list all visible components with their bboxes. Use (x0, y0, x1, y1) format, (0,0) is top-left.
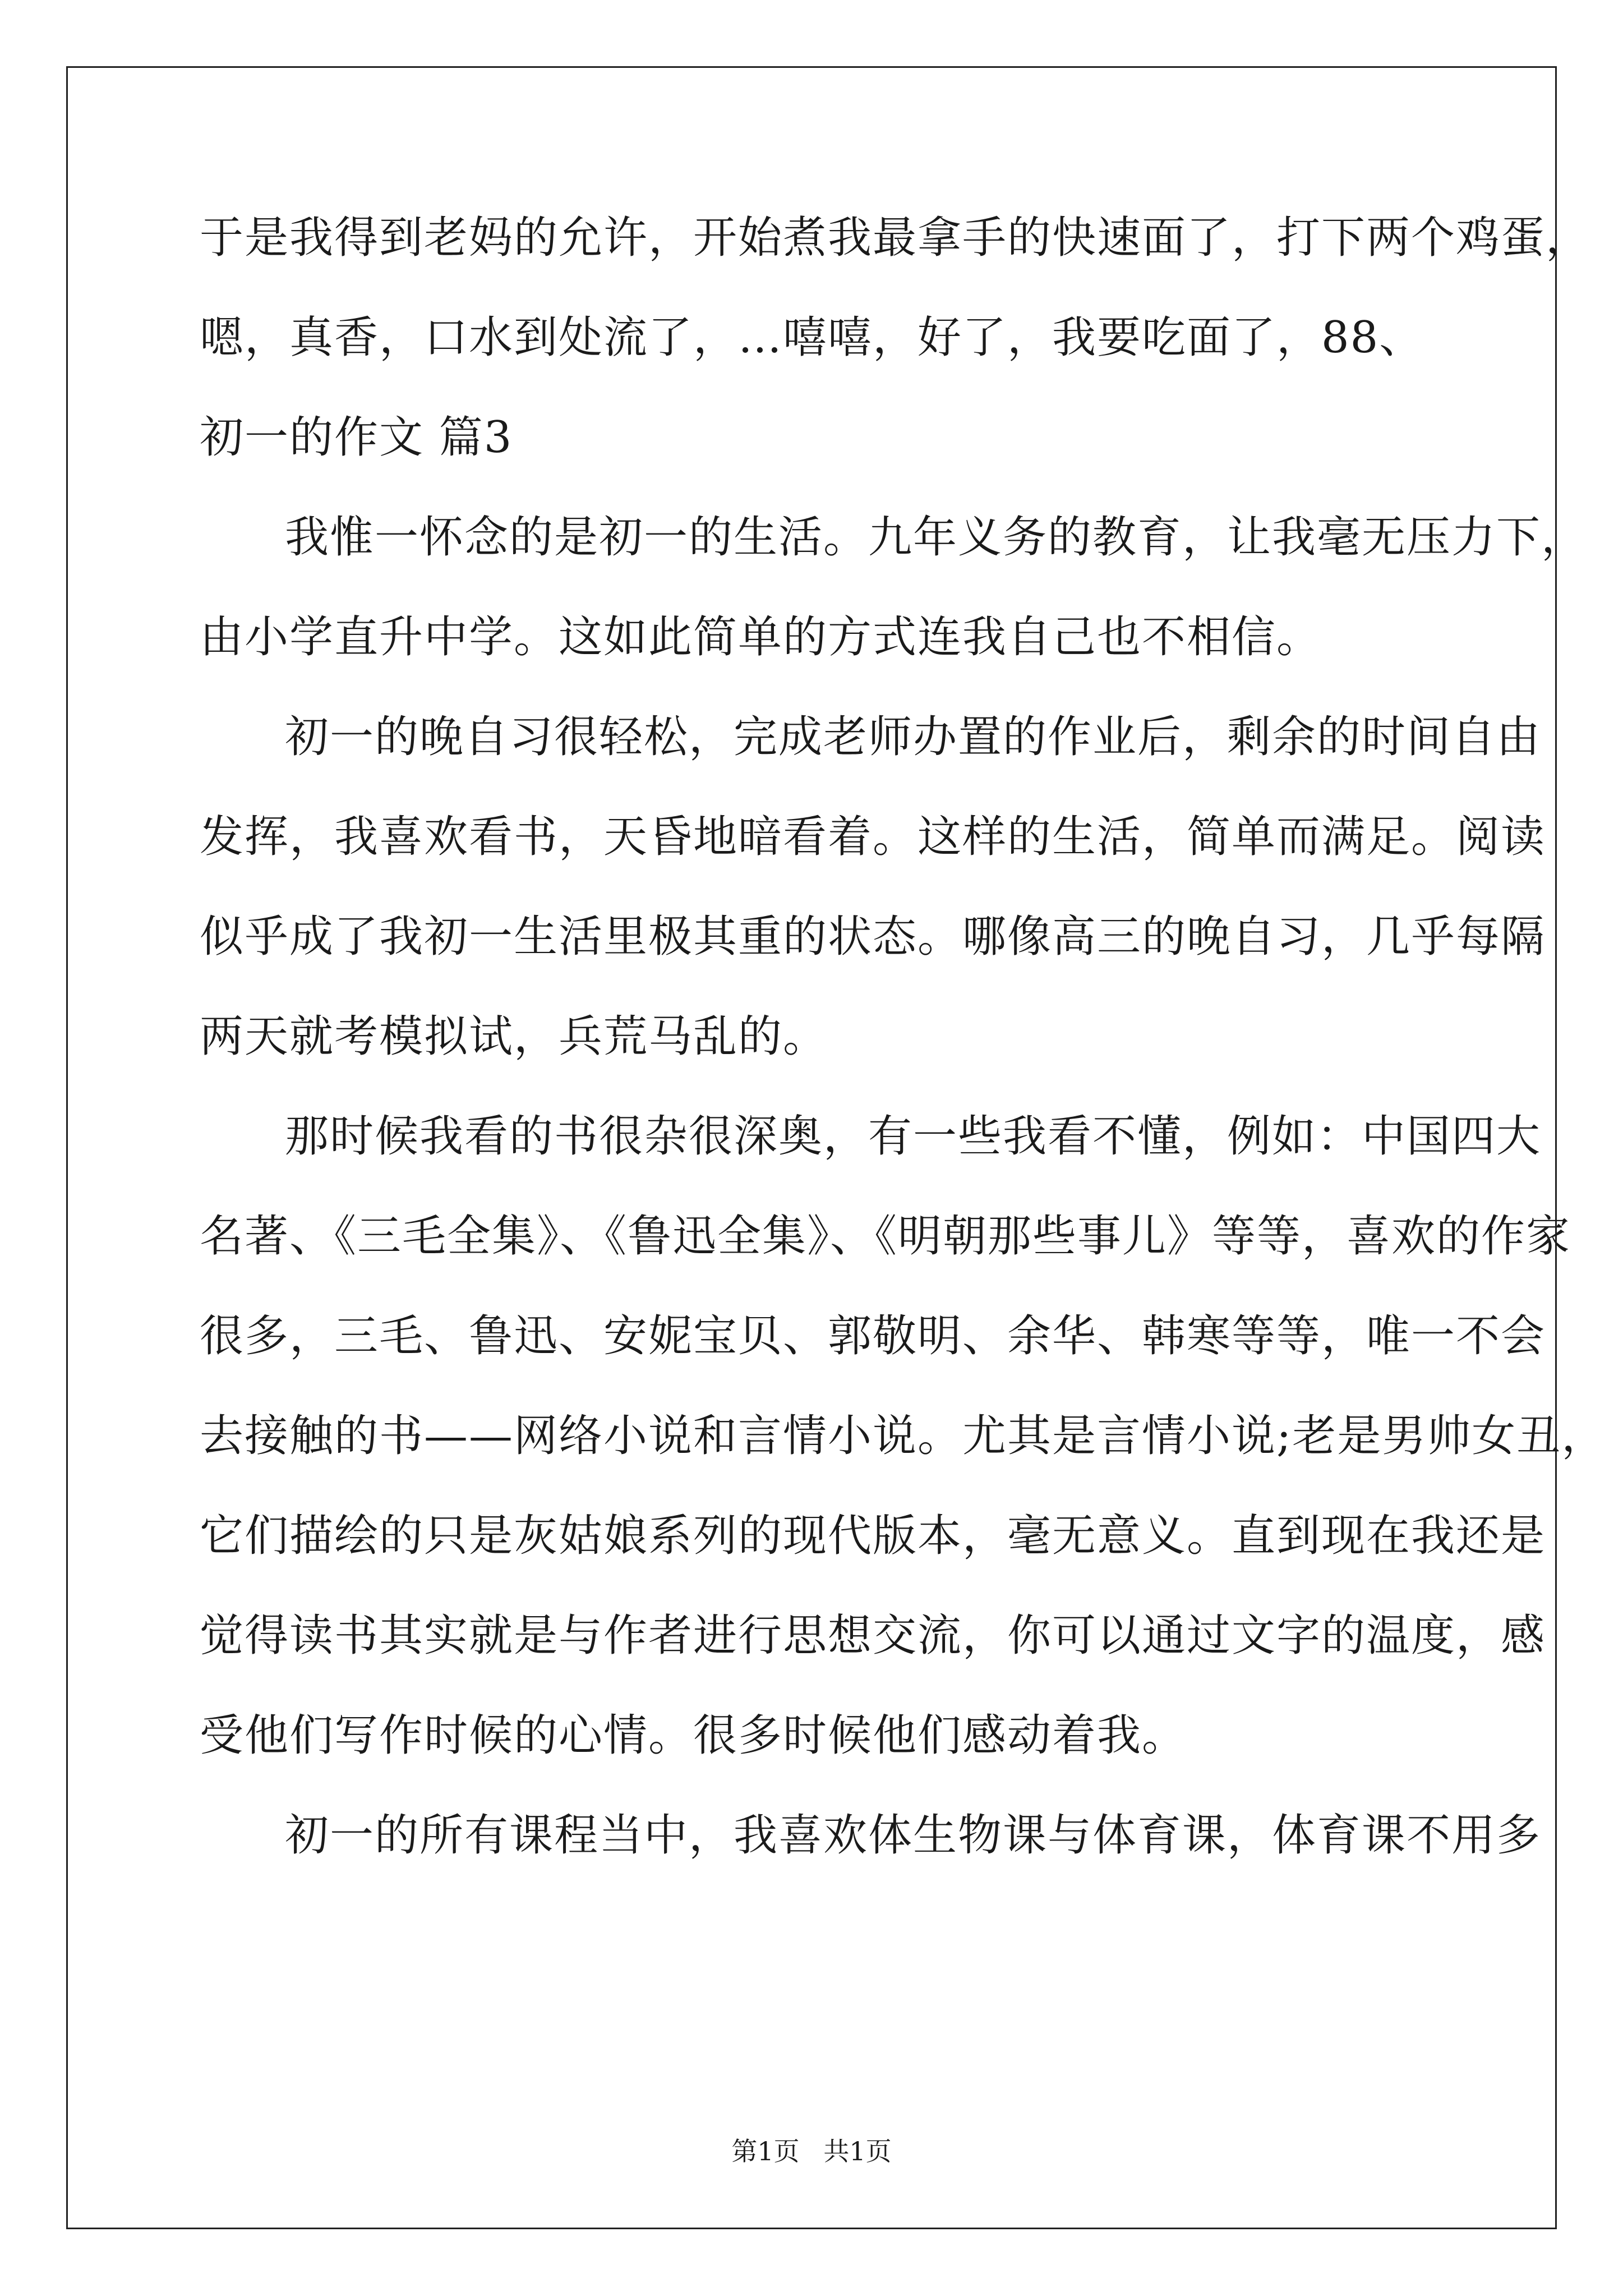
page-footer (0, 2138, 1623, 2164)
text-line: 觉得读书其实就是与作者进行思想交流，你可以通过文字的温度，感 (200, 1611, 1546, 1661)
text-line: 那时候我看的书很杂很深奥，有一些我看不懂，例如：中国四大 (285, 1111, 1542, 1162)
text-line: 嗯，真香，口水到处流了，…嘻嘻，好了，我要吃面了，88、 (200, 312, 1424, 363)
text-line: 名著、《三毛全集》、《鲁迅全集》、《明朝那些事儿》等等，喜欢的作家 (200, 1211, 1571, 1262)
page-number: 第1页 (731, 2136, 800, 2166)
text-line: 受他们写作时候的心情。很多时候他们感动着我。 (200, 1710, 1187, 1761)
text-line: 初一的所有课程当中，我喜欢体生物课与体育课，体育课不用多 (285, 1810, 1542, 1861)
text-line: 很多，三毛、鲁迅、安妮宝贝、郭敬明、余华、韩寒等等，唯一不会 (200, 1311, 1546, 1361)
text-line: 两天就考模拟试，兵荒马乱的。 (200, 1011, 828, 1062)
text-line: 去接触的书——网络小说和言情小说。尤其是言情小说;老是男帅女丑， (200, 1411, 1607, 1461)
text-line: 于是我得到老妈的允许，开始煮我最拿手的快速面了，打下两个鸡蛋， (200, 213, 1591, 263)
text-line: 它们描绘的只是灰姑娘系列的现代版本，毫无意义。直到现在我还是 (200, 1511, 1546, 1561)
page-total: 共1页 (823, 2136, 892, 2166)
text-line: 初一的晚自习很轻松，完成老师办置的作业后，剩余的时间自由 (285, 712, 1542, 762)
section-heading: 初一的作文 篇3 (200, 412, 513, 463)
document-body (200, 213, 1607, 1861)
text-line: 我惟一怀念的是初一的生活。九年义务的教育，让我毫无压力下， (285, 512, 1587, 563)
text-line: 发挥，我喜欢看书，天昏地暗看着。这样的生活，简单而满足。阅读 (200, 812, 1546, 862)
text-line: 由小学直升中学。这如此简单的方式连我自己也不相信。 (200, 612, 1322, 662)
text-line: 似乎成了我初一生活里极其重的状态。哪像高三的晚自习，几乎每隔 (200, 912, 1546, 962)
